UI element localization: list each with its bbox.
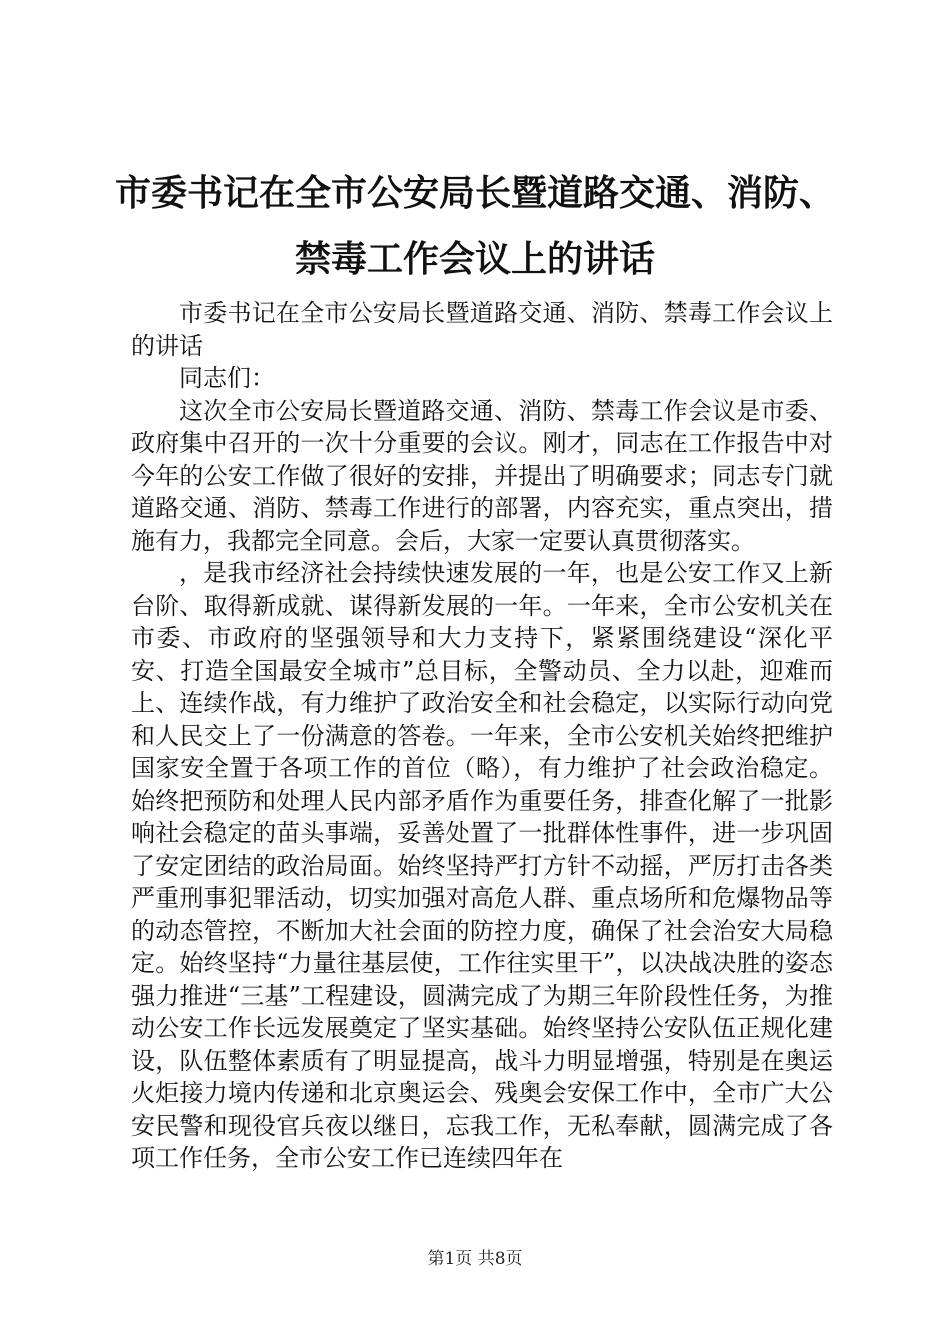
- document-title: [110, 160, 840, 292]
- title-line-1: 市委书记在全市公安局长暨道路交通、消防、: [114, 172, 835, 214]
- body-paragraph-intro: 这次全市公安局长暨道路交通、消防、禁毒工作会议是市委、政府集中召开的一次十分重要的会议。刚才，同志在工作报告中对今年的公安工作做了很好的安排，并提出了明确要求；同志专门就道路交通、消防、禁毒工作进行的部署，内容充实，重点突出，措施有力，我都完全同意。会后，大家一定要认真贯彻落实。: [131, 396, 833, 555]
- title-line-2: 禁毒工作会议上的讲话: [294, 238, 655, 280]
- body-paragraph-salutation: 同志们：: [179, 364, 275, 392]
- body-paragraph-review: ，是我市经济社会持续快速发展的一年，也是公安工作又上新台阶、取得新成就、谋得新发展的一年。一年来，全市公安机关在市委、市政府的坚强领导和大力支持下，紧紧围绕建设“深化平安、打造全国最安全城市”总目标，全警动员、全力以赴，迎难而上、连续作战，有力维护了政治安全和社会稳定，以实际行动向党和人民交上了一份满意的答卷。一年来，全市公安机关始终把维护国家安全置于各项工作的首位（略），有力维护了社会政治稳定。始终把预防和处理人民内部矛盾作为重要任务，排查化解了一批影响社会稳定的苗头事端，妥善处置了一批群体性事件，进一步巩固了安定团结的政治局面。始终坚持严打方针不动摇，严厉打击各类严重刑事犯罪活动，切实加强对高危人群、重点场所和危爆物品等的动态管控，不断加大社会面的防控力度，确保了社会治安大局稳定。始终坚持“力量往基层使，工作往实里干”，以决战决胜的姿态强力推进“三基”工程建设，圆满完成了为期三年阶段性任务，为推动公安工作长远发展奠定了坚实基础。始终坚持公安队伍正规化建设，队伍整体素质有了明显提高，战斗力明显增强，特别是在奥运火炬接力境内传递和北京奥运会、残奥会安保工作中，全市广大公安民警和现役官兵夜以继日，忘我工作，无私奉献，圆满完成了各项工作任务，全市公安工作已连续四年在: [131, 559, 833, 1172]
- document-body: [131, 297, 833, 1175]
- page-footer: 第1页 共8页: [427, 1249, 523, 1269]
- body-paragraph-heading: 市委书记在全市公安局长暨道路交通、消防、禁毒工作会议上的讲话: [131, 299, 833, 360]
